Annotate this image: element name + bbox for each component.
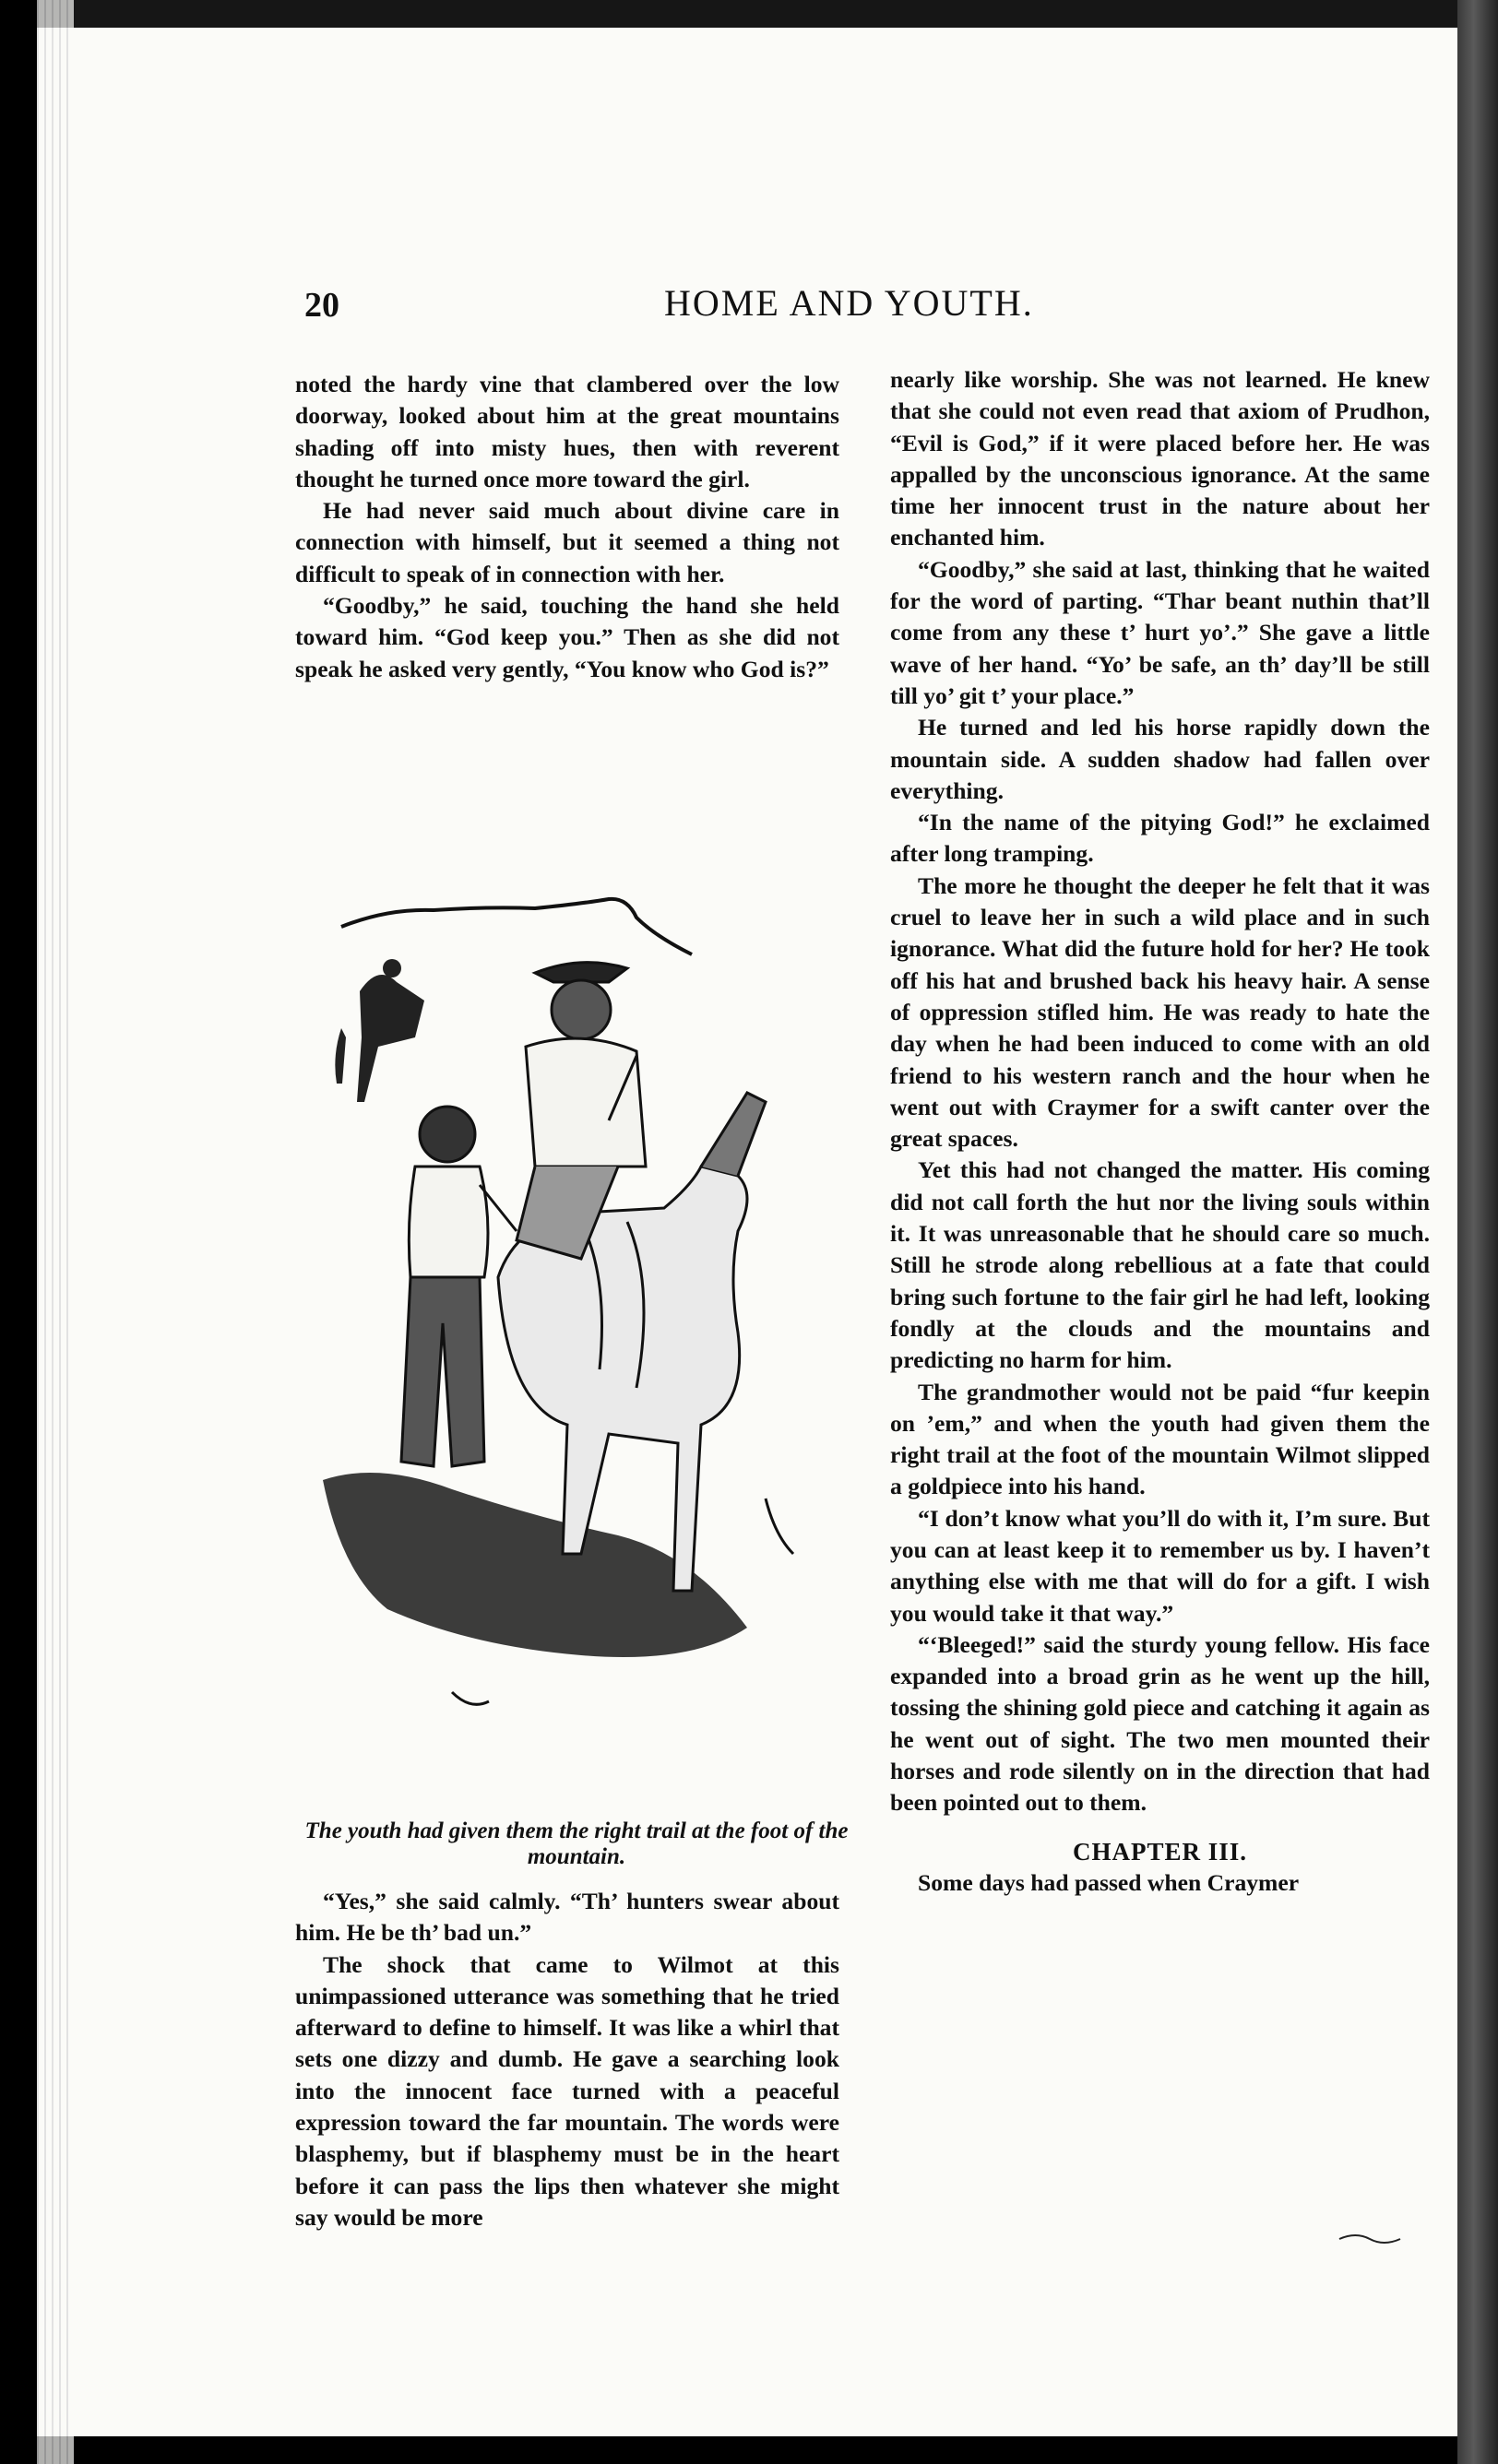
left-column-bottom [295,1886,839,2233]
page-number: 20 [304,286,339,325]
engraving-illustration [304,890,858,1789]
paragraph: noted the hardy vine that clambered over the low doorway, looked about him at the great mountains shading off into misty hues, then with reverent thought he turned once more toward the girl. [295,371,839,492]
right-column [890,364,1430,1899]
paragraph: “Goodby,” she said at last, thinking that he waited for the word of parting. “Thar beant nuthin that’ll come from any these t’ hurt yo’.” She gave a little wave of her hand. “Yo’ be safe, an th’ day’ll be still till yo’ git t’ your place.” [890,555,1430,709]
paragraph: The more he thought the deeper he felt that it was cruel to leave her in such a wild place and in such ignorance. What did the future hold for her? He took off his hat and brushed back his heavy hair. A sense of oppression stifled him. He was ready to hate the day when he had been induced to come with an old friend to his western ranch and the hour when he went out with Craymer for a swift canter over the great spaces. [890,871,1430,1153]
illustration-caption: The youth had given them the right trail at the foot of the mountain. [304,1818,849,1869]
paragraph: nearly like worship. She was not learned. He knew that she could not even read that axiom of Prudhon, “Evil is God,” if it were placed before her. He was appalled by the unconscious ignorance. At the same time her innocent trust in the nature about her enchanted him. [890,366,1430,551]
paragraph: The shock that came to Wilmot at this unimpassioned utterance was something that he tried afterward to define to himself. It was like a whirl that sets one dizzy and dumb. He gave a searching look into the innocent face turned with a peaceful expression toward the far mountain. The words were blasphemy, but if blasphemy must be in the heart before it can pass the lips then whatever she might say would be more [295,1950,839,2231]
page-header [304,281,1457,337]
chapter-heading: CHAPTER III. [1072,1837,1248,1866]
paragraph: “Goodby,” he said, touching the hand she held toward him. “God keep you.” Then as she did not speak he asked very gently, “You know who God is?” [295,592,839,682]
paragraph: “‘Bleeged!” said the sturdy young fellow. His face expanded into a broad grin as he went up the hill, tossing the shining gold piece and catching it again as he went out of sight. The two men mounted their horses and rode silently on in the direction that had been pointed out to them. [890,1630,1430,1817]
left-column-top [295,369,839,685]
top-scan-edge [37,0,1457,28]
running-title: HOME AND YOUTH. [664,282,1034,324]
paragraph: Yet this had not changed the matter. His coming did not call forth the hut nor the living souls within it. It was unreasonable that he should care so much. Still he strode along rebellious at a fate that could bring such fortune to the fair girl he had left, looking fondly at the clouds and the mountains and predicting no harm for him. [890,1156,1430,1374]
ornament-flourish [1338,2230,1402,2252]
chapter-first-line: Some days had passed when Craymer [918,1868,1300,1896]
paragraph: “I don’t know what you’ll do with it, I’m sure. But you can at least keep it to remember us by. I haven’t anything else with me that will do for a gift. I wish you would take it that way.” [890,1504,1430,1627]
paragraph: “Yes,” she said calmly. “Th’ hunters swear about him. He be th’ bad un.” [295,1888,839,1947]
paragraph: The grandmother would not be paid “fur keepin on ’em,” and when the youth had given them the right trail at the foot of the mountain Wilmot slipped a goldpiece into his hand. [890,1378,1430,1500]
paragraph: He turned and led his horse rapidly down the mountain side. A sudden shadow had fallen over everything. [890,714,1430,804]
paragraph: “In the name of the pitying God!” he exclaimed after long tramping. [890,809,1430,868]
page-edge-lines [37,0,74,2464]
paragraph: He had never said much about divine care in connection with himself, but it seemed a thing not difficult to speak of in connection with her. [295,497,839,587]
book-binding-edge [1457,0,1498,2464]
